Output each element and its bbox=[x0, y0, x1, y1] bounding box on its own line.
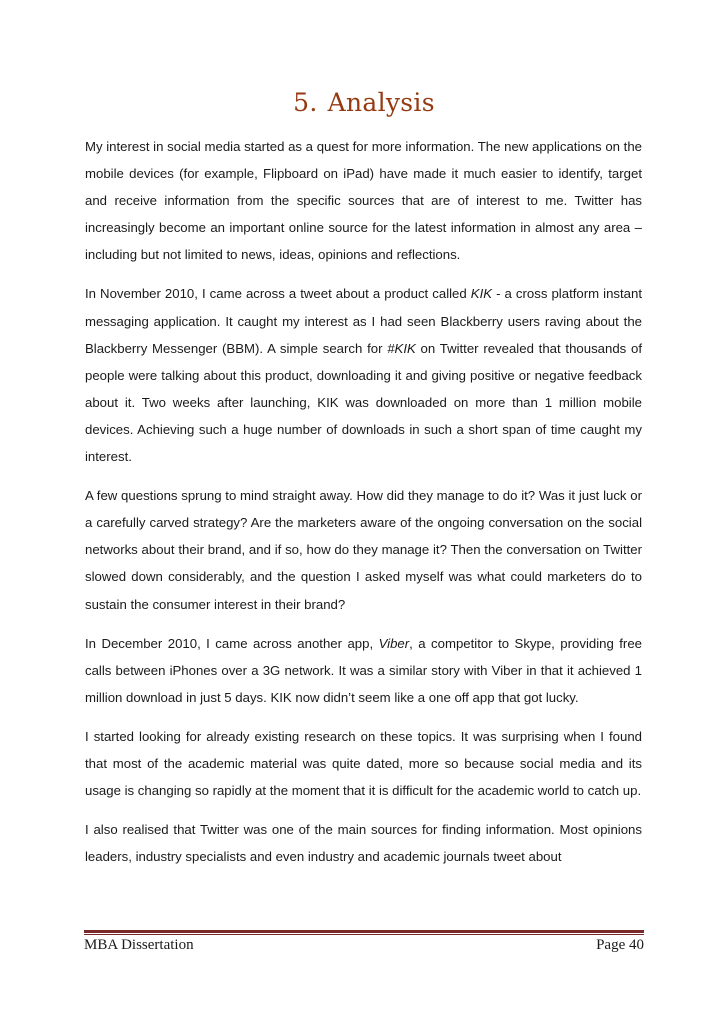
paragraph: My interest in social media started as a quest for more information. The new applications on the mobile devices (for example, Flipboard on iPad) have made it much easier to identify, target and receive information from the specific sources that are of interest to me. Twitter has increasingly become an important online source for the latest information in almost any area –including but not limited to news, ideas, opinions and reflections. bbox=[85, 139, 642, 263]
paragraph: A few questions sprung to mind straight away. How did they manage to do it? Was it just luck or a carefully carved strategy? Are the marketers aware of the ongoing conversation on the social networks about their brand, and if so, how do they manage it? Then the conversation on Twitter slowed down considerably, and the question I asked myself was what could marketers do to sustain the consumer interest in their brand? bbox=[85, 488, 642, 612]
text-run: , a competitor to Skype, providing free calls between iPhones over a 3G network. It was a similar story with Viber in that it achieved 1 million download in just 5 days. KIK now didn’t seem like a one off app that got lucky. bbox=[85, 635, 642, 705]
italic-term: KIK bbox=[470, 286, 493, 302]
page-number: Page 40 bbox=[596, 937, 644, 953]
paragraph bbox=[85, 280, 642, 470]
text-run: In November 2010, I came across a tweet about a product called bbox=[85, 286, 471, 302]
text-run: - a cross platform instant messaging application. It caught my interest as I had seen Blackberry users raving about the Blackberry Messenger (BBM). A simple search for bbox=[85, 286, 643, 356]
footer-title: MBA Dissertation bbox=[84, 937, 194, 953]
italic-term: Viber bbox=[378, 635, 410, 651]
text-run: on Twitter revealed that thousands of people were talking about this product, downloading it and giving positive or negative feedback about it. Two weeks after launching, KIK was downloaded on more than 1 million mobile devices. Achieving such a huge number of downloads in such a short span of time caught my interest. bbox=[85, 340, 643, 465]
paragraph: I also realised that Twitter was one of the main sources for finding information. Most opinions leaders, industry specialists and even industry and academic journals tweet about bbox=[85, 822, 642, 865]
section-heading bbox=[0, 88, 728, 117]
text-run: In December 2010, I came across another app, bbox=[85, 635, 379, 651]
italic-term: #KIK bbox=[387, 340, 416, 356]
footer-divider bbox=[84, 930, 644, 933]
paragraph bbox=[85, 630, 642, 711]
body-text bbox=[85, 133, 642, 870]
footer-divider-thin bbox=[84, 934, 644, 935]
section-number: 5. bbox=[293, 88, 318, 117]
paragraph: I started looking for already existing research on these topics. It was surprising when I found that most of the academic material was quite dated, more so because social media and its usage is changing so rapidly at the moment that it is difficult for the academic world to catch up. bbox=[85, 728, 642, 799]
section-title: Analysis bbox=[327, 88, 435, 117]
